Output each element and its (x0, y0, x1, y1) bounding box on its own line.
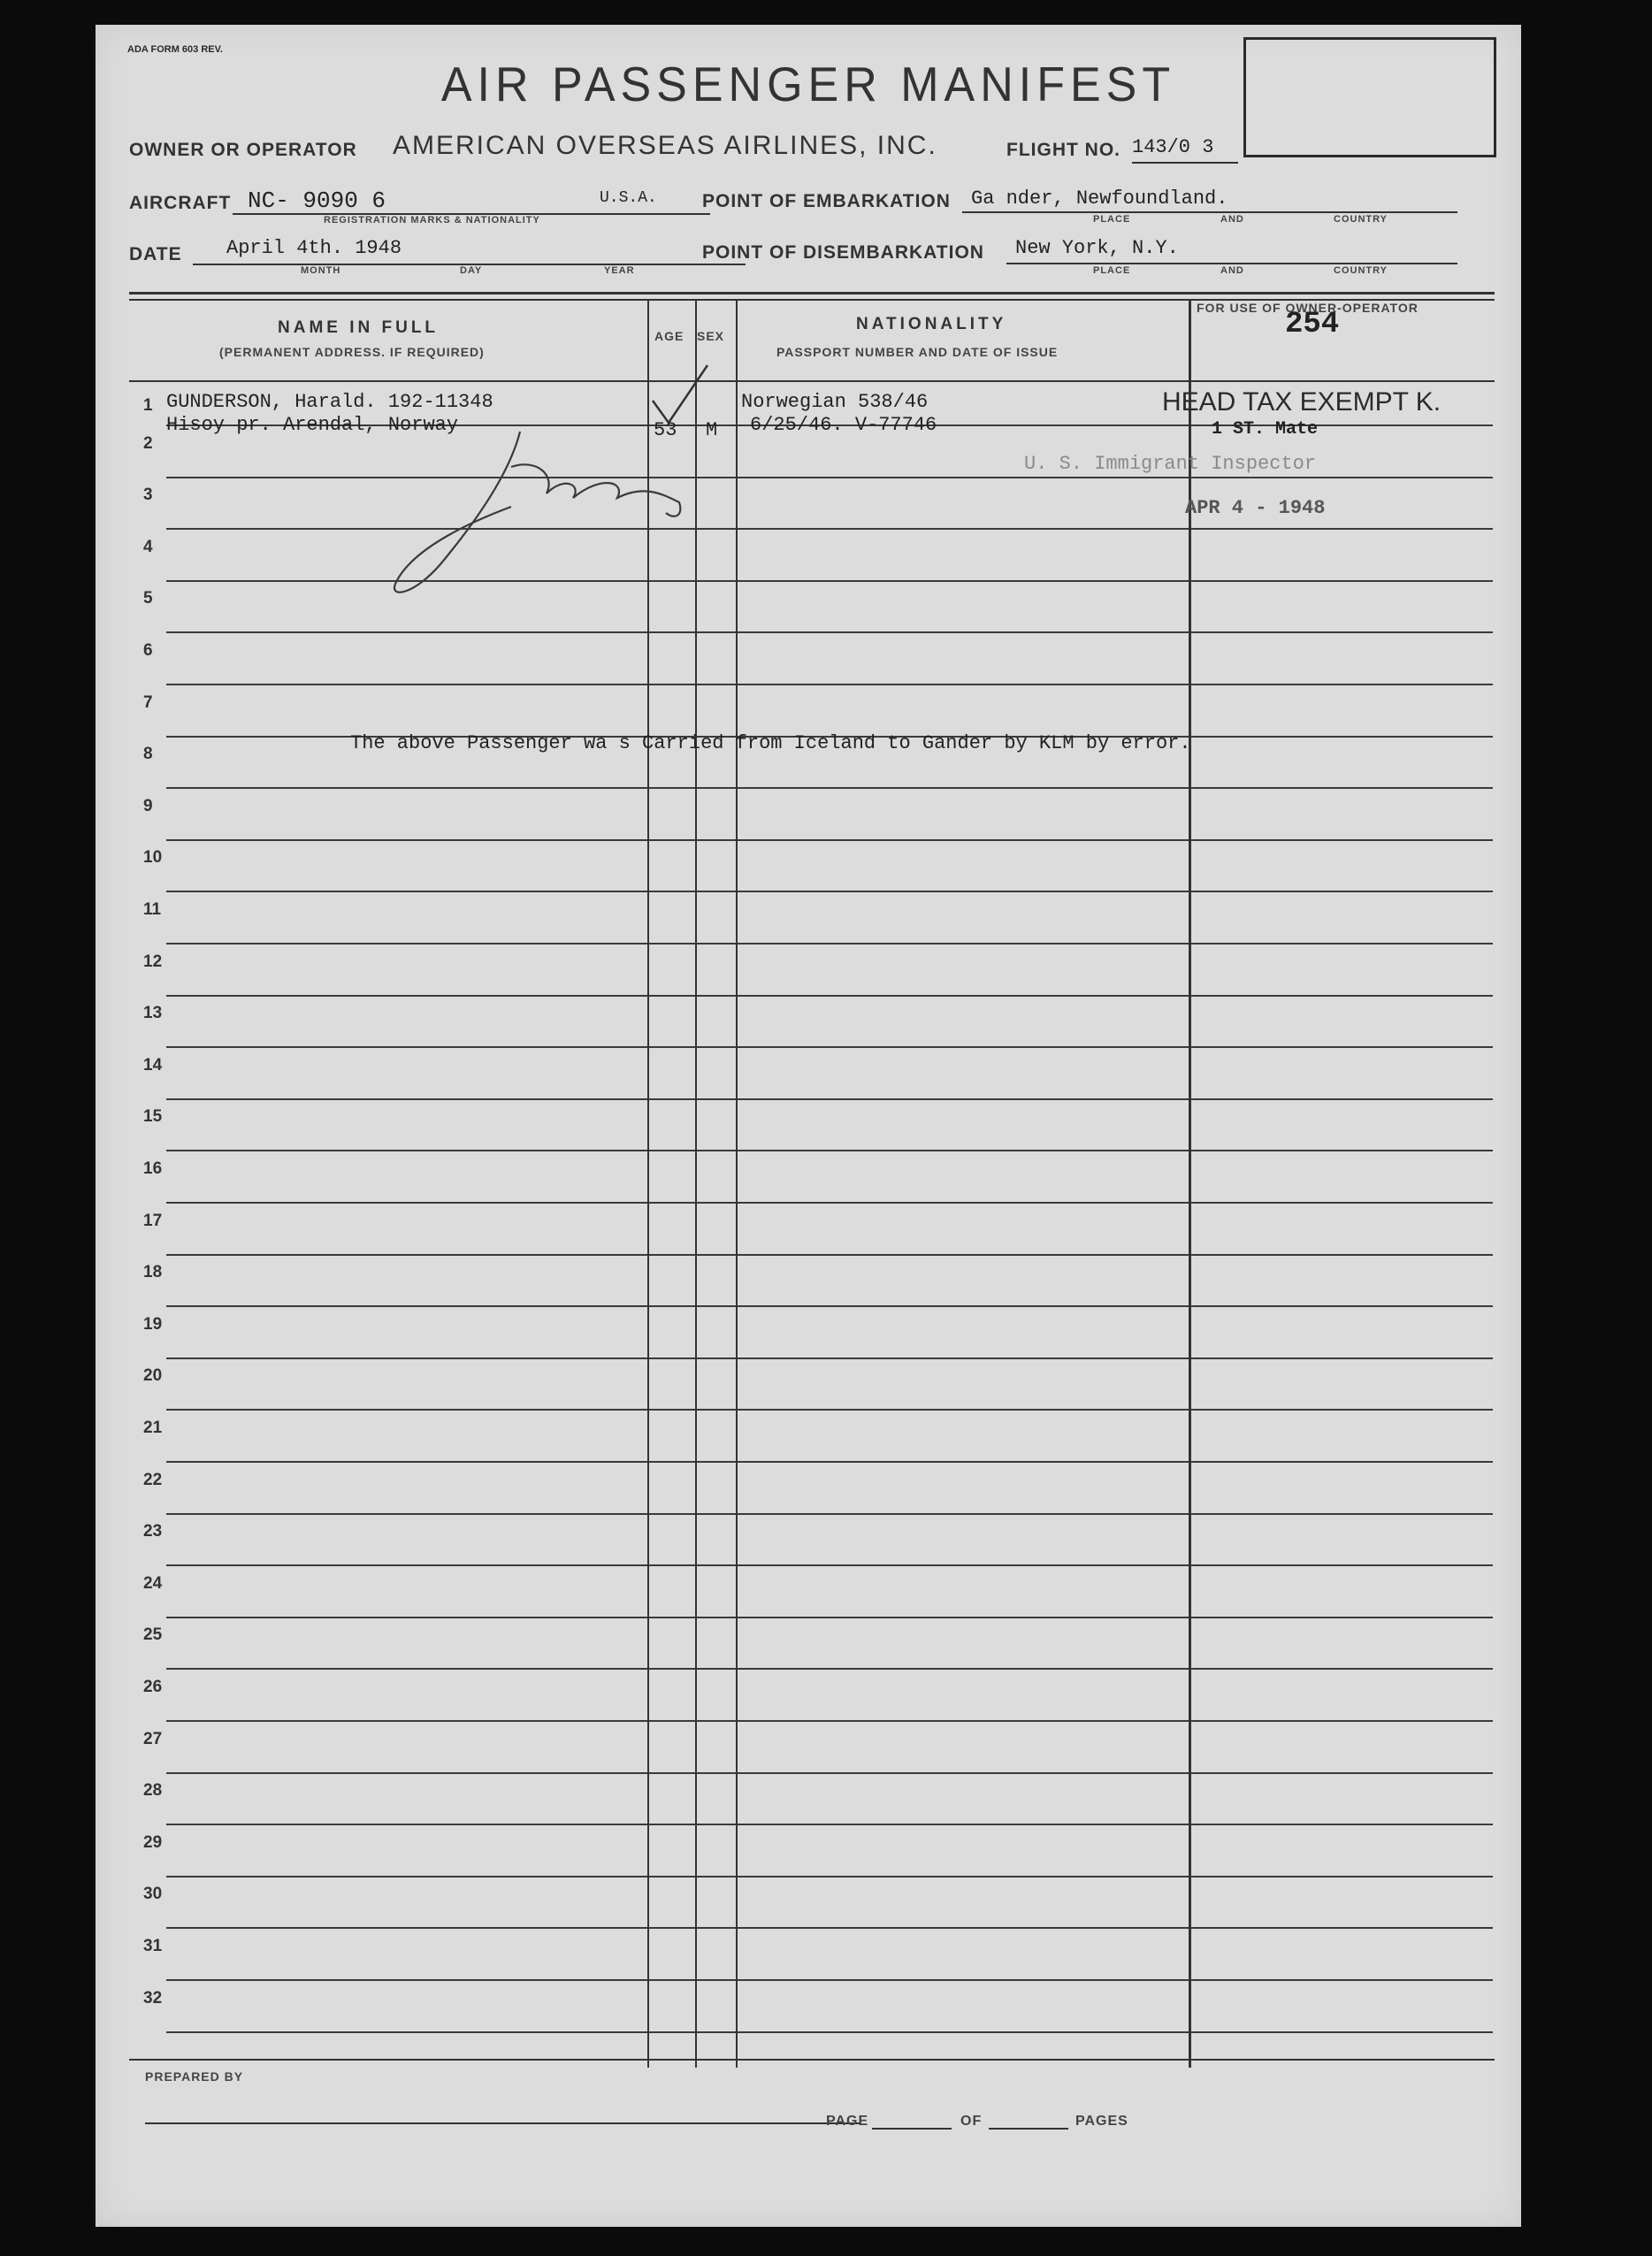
passenger-note: The above Passenger wa s Carried from Iceland to Gander by KLM by error. (350, 732, 1191, 754)
month-caption: MONTH (301, 265, 341, 276)
row-number: 15 (143, 1107, 163, 1127)
passenger-sex: M (706, 419, 718, 441)
of-label: OF (960, 2114, 983, 2129)
col-owner-use-header: FOR USE OF OWNER-OPERATOR (1197, 301, 1419, 315)
row-line (166, 1824, 1493, 1825)
row-line (166, 1876, 1493, 1877)
row-number: 3 (143, 486, 153, 505)
row-line (166, 1202, 1493, 1204)
header-rule-top (129, 292, 1495, 294)
row-number: 1 (143, 396, 153, 415)
aircraft-value: NC- 9090 6 (248, 187, 386, 214)
row-line (166, 528, 1493, 530)
row-number: 26 (143, 1678, 163, 1696)
row-number: 6 (143, 641, 153, 660)
embark-underline (962, 211, 1457, 213)
day-caption: DAY (460, 265, 483, 276)
embark-and-caption: AND (1220, 214, 1244, 225)
row-number: 19 (143, 1314, 163, 1334)
row-number: 20 (143, 1366, 163, 1386)
row-line (166, 1772, 1493, 1774)
row-line (166, 995, 1493, 997)
row-number: 5 (143, 589, 153, 608)
row-number: 7 (143, 692, 153, 712)
checkmark-icon (644, 361, 715, 432)
page-title: AIR PASSENGER MANIFEST (440, 57, 1176, 112)
row-line (166, 839, 1493, 841)
inspector-stamp-title: U. S. Immigrant Inspector (1024, 453, 1317, 475)
row-line (166, 631, 1493, 633)
row-number: 10 (143, 848, 163, 868)
col-sex-header: SEX (697, 329, 725, 343)
row-line (166, 2031, 1493, 2033)
row-number: 2 (143, 433, 153, 453)
stamp-box (1243, 37, 1496, 157)
row-line (166, 1046, 1493, 1048)
row-number: 30 (143, 1885, 163, 1904)
row-number: 14 (143, 1055, 163, 1074)
flight-underline (1132, 162, 1238, 164)
col-nationality-header: NATIONALITY (856, 315, 1007, 333)
page-number-line (872, 2128, 952, 2130)
row-number: 12 (143, 952, 163, 971)
row-number: 11 (143, 900, 162, 919)
owner-value: AMERICAN OVERSEAS AIRLINES, INC. (393, 131, 937, 160)
year-caption: YEAR (604, 265, 635, 276)
row-number: 24 (143, 1573, 163, 1593)
passenger-remark: 1 ST. Mate (1212, 419, 1319, 440)
row-number: 17 (143, 1211, 163, 1230)
disembark-and-caption: AND (1220, 265, 1244, 276)
page-label: PAGE (826, 2114, 869, 2129)
row-number: 8 (143, 745, 153, 764)
row-line (166, 1617, 1493, 1618)
row-line (166, 1513, 1493, 1515)
row-number: 25 (143, 1625, 163, 1645)
row-line (166, 580, 1493, 582)
col-nationality-sub: PASSPORT NUMBER AND DATE OF ISSUE (776, 345, 1059, 359)
flight-value: 143/0 3 (1132, 136, 1214, 158)
aircraft-nationality: U.S.A. (600, 189, 657, 207)
row-line (166, 1564, 1493, 1566)
row-line (166, 1668, 1493, 1670)
row-line (166, 787, 1493, 789)
date-label: DATE (129, 244, 182, 264)
row-line (166, 891, 1493, 892)
owner-label: OWNER OR OPERATOR (129, 140, 357, 160)
row-line (166, 1409, 1493, 1411)
col-name-sub: (PERMANENT ADDRESS. IF REQUIRED) (219, 345, 485, 359)
row-number: 28 (143, 1781, 163, 1801)
passenger-nationality: Norwegian 538/46 (741, 391, 929, 413)
prepared-by-label: PREPARED BY (145, 2069, 244, 2084)
embark-place-caption: PLACE (1093, 214, 1131, 225)
embark-country-caption: COUNTRY (1334, 214, 1388, 225)
disembark-underline (1006, 263, 1457, 264)
aircraft-label: AIRCRAFT (129, 193, 232, 213)
passenger-age: 53 (654, 419, 677, 441)
row-line (166, 684, 1493, 685)
disembark-value: New York, N.Y. (1015, 237, 1179, 259)
inspector-signature (379, 414, 768, 608)
col-divider-owner-use (1189, 299, 1191, 2068)
row-line (166, 1150, 1493, 1151)
disembark-label: POINT OF DISEMBARKATION (702, 242, 984, 263)
head-tax-exempt-stamp: HEAD TAX EXEMPT K. (1162, 387, 1442, 417)
row-line (166, 1098, 1493, 1100)
registration-caption: REGISTRATION MARKS & NATIONALITY (324, 215, 540, 226)
passenger-name: GUNDERSON, Harald. 192-11348 (166, 391, 493, 413)
row-number: 21 (143, 1419, 163, 1437)
row-number: 22 (143, 1470, 163, 1489)
embark-value: Ga nder, Newfoundland. (971, 187, 1228, 210)
passenger-address: Hisoy pr. Arendal, Norway (166, 414, 459, 436)
row-number: 9 (143, 796, 153, 815)
pages-label: PAGES (1075, 2114, 1128, 2129)
manifest-page (96, 25, 1521, 2227)
passenger-passport-date: 6/25/46. V-77746 (750, 414, 937, 436)
row-line (166, 477, 1493, 478)
row-number: 4 (143, 537, 153, 556)
row-line (166, 1305, 1493, 1307)
row-line (166, 1461, 1493, 1463)
flight-label: FLIGHT NO. (1006, 140, 1120, 160)
row-line (166, 1720, 1493, 1722)
col-name-header: NAME IN FULL (278, 318, 440, 337)
row-line (166, 1927, 1493, 1929)
row-number: 23 (143, 1522, 163, 1541)
owner-use-number: 254 (1285, 308, 1340, 341)
form-number: ADA FORM 603 REV. (127, 44, 223, 55)
disembark-country-caption: COUNTRY (1334, 265, 1388, 276)
embark-label: POINT OF EMBARKATION (702, 191, 951, 211)
rows-top-rule (129, 380, 1495, 382)
row-line (166, 1254, 1493, 1256)
disembark-place-caption: PLACE (1093, 265, 1131, 276)
row-line (166, 1357, 1493, 1359)
row-line (166, 1979, 1493, 1981)
row-number: 32 (143, 1988, 163, 2007)
row-number: 31 (143, 1937, 163, 1955)
rows-bottom-rule (129, 2059, 1495, 2061)
row-number: 16 (143, 1159, 163, 1178)
total-pages-line (989, 2128, 1068, 2130)
row-number: 18 (143, 1263, 163, 1282)
row-number: 29 (143, 1832, 163, 1852)
prepared-by-line (145, 2122, 861, 2124)
inspector-stamp-date: APR 4 - 1948 (1185, 497, 1326, 519)
row-number: 27 (143, 1729, 163, 1748)
col-age-header: AGE (654, 329, 685, 343)
row-number: 13 (143, 1004, 163, 1023)
row-line (166, 943, 1493, 944)
date-value: April 4th. 1948 (226, 237, 402, 259)
